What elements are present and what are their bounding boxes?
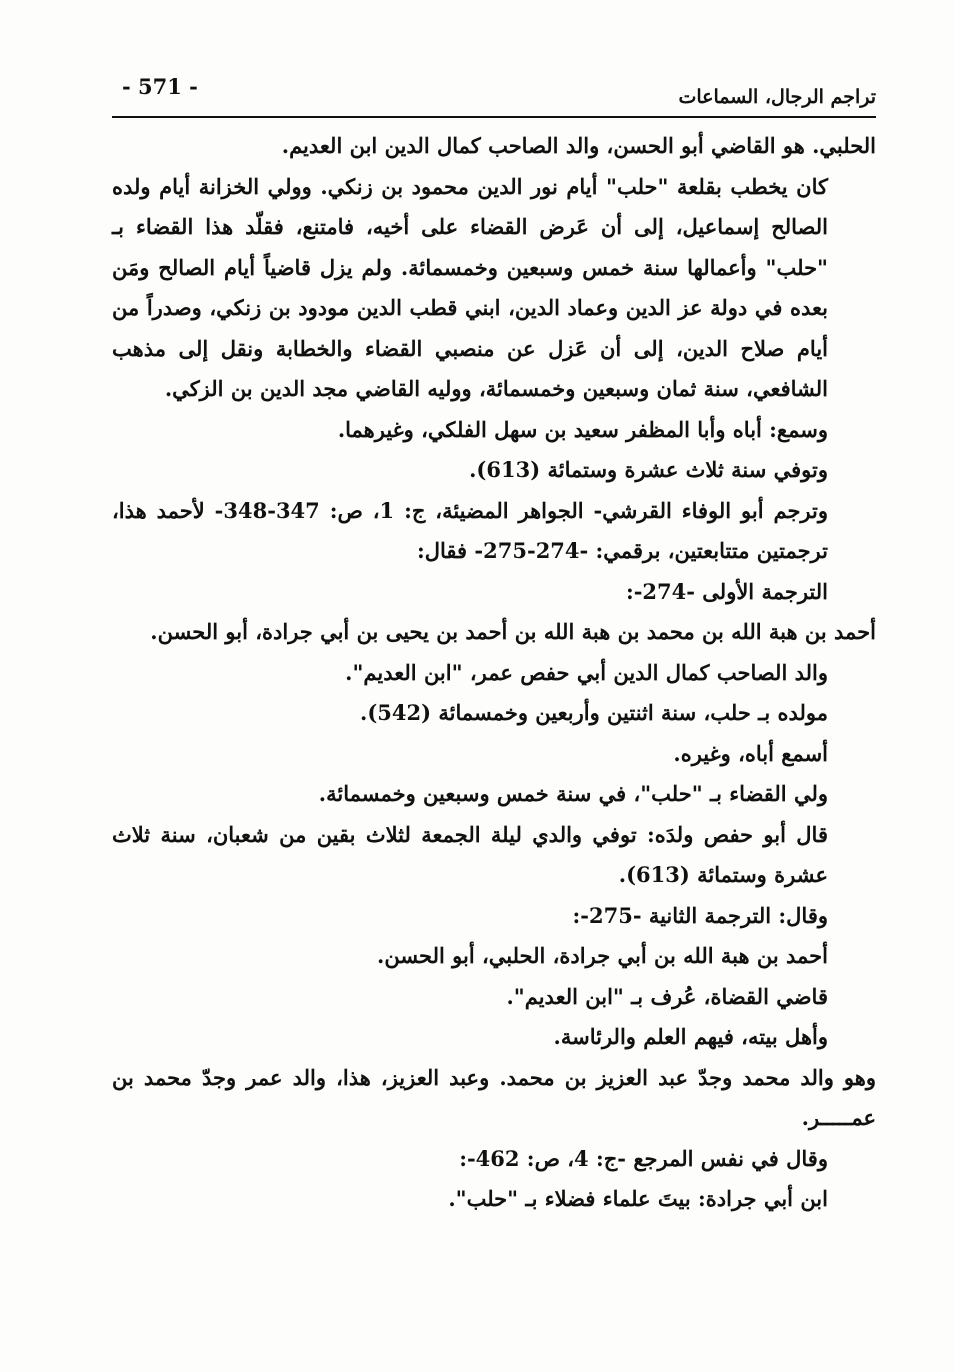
header-divider [112, 116, 876, 118]
paragraph-2: كان يخطب بقلعة "حلب" أيام نور الدين محمود بن زنكي. وولي الخزانة أيام ولده الصالح إسماعيل، إلى أن عَرض القضاء على أخيه، فامتنع، فقلّد هذا القضاء بـ "حلب" وأعمالها سنة خمس وسبعين وخمسمائة. ولم يزل قاضياً أيام الصالح ومَن بعده في دولة عز الدين وعماد الدين، ابني قطب الدين مودود بن زنكي، وصدراً من أيام صلاح الدين، إلى أن عَزل عن منصبي القضاء والخطابة ونقل إلى مذهب الشافعي، سنة ثمان وسبعين وخمسمائة، ووليه القاضي مجد الدين بن الزكي. [112, 173, 828, 401]
paragraph-7: أحمد بن هبة الله بن محمد بن هبة الله بن أحمد بن يحيى بن أبي جرادة، أبو الحسن. [150, 619, 876, 644]
page-number: - 571 - [122, 74, 198, 99]
paragraph-12: قال أبو حفص ولدَه: توفي والدي ليلة الجمعة لثلاث بقين من شعبان، سنة ثلاث عشرة وستمائة (613). [112, 821, 828, 887]
paragraph-13: وقال: الترجمة الثانية -275-: [572, 902, 828, 928]
body-text [112, 126, 876, 1220]
paragraph-10: أسمع أباه، وغيره. [673, 740, 828, 766]
paragraph-1: الحلبي. هو القاضي أبو الحسن، والد الصاحب كمال الدين ابن العديم. [281, 133, 876, 158]
paragraph-14: أحمد بن هبة الله بن أبي جرادة، الحلبي، أبو الحسن. [377, 943, 828, 968]
paragraph-3: وسمع: أباه وأبا المظفر سعيد بن سهل الفلكي، وغيرهما. [337, 416, 828, 442]
paragraph-11: ولي القضاء بـ "حلب"، في سنة خمس وسبعين وخمسمائة. [318, 781, 828, 806]
running-title: تراجم الرجال، السماعات [678, 86, 876, 108]
paragraph-15: قاضي القضاة، عُرف بـ "ابن العديم". [506, 983, 828, 1009]
paragraph-8: والد الصاحب كمال الدين أبي حفص عمر، "ابن العديم". [345, 659, 828, 685]
paragraph-18: وقال في نفس المرجع -ج: 4، ص: 462-: [459, 1145, 828, 1171]
paragraph-4: وتوفي سنة ثلاث عشرة وستمائة (613). [469, 457, 828, 482]
paragraph-16: وأهل بيته، فيهم العلم والرئاسة. [553, 1024, 828, 1049]
paragraph-6: الترجمة الأولى -274-: [625, 578, 828, 604]
page-header [112, 70, 876, 118]
paragraph-17: وهو والد محمد وجدّ عبد العزيز بن محمد. وعبد العزيز، هذا، والد عمر وجدّ محمد بن عمـــــر. [112, 1064, 876, 1130]
paragraph-19: ابن أبي جرادة: بيتَ علماء فضلاء بـ "حلب". [448, 1186, 828, 1211]
paragraph-5: وترجم أبو الوفاء القرشي- الجواهر المضيئة، ج: 1، ص: 347-348- لأحمد هذا، ترجمتين متتابعتين، برقمي: -274-275- فقال: [112, 497, 828, 563]
paragraph-9: مولده بـ حلب، سنة اثنتين وأربعين وخمسمائة (542). [360, 700, 828, 725]
